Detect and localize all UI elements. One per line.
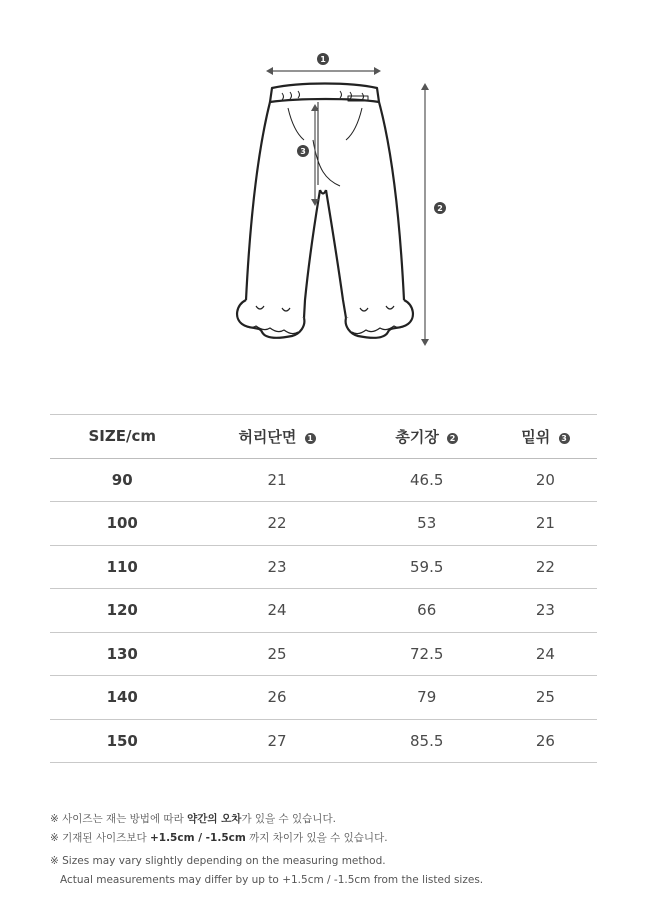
length-cell: 46.5 xyxy=(360,458,494,502)
note-en-1: ※ Sizes may vary slightly depending on the measuring method. xyxy=(50,855,386,867)
size-cell: 150 xyxy=(50,719,194,763)
marker-3-icon: 3 xyxy=(559,433,570,444)
size-table xyxy=(50,414,597,763)
table-row xyxy=(50,502,597,546)
size-notes xyxy=(50,810,630,890)
header-length: 총기장 2 xyxy=(360,415,494,459)
size-cell: 90 xyxy=(50,458,194,502)
marker-1-icon: 1 xyxy=(305,433,316,444)
header-waist: 허리단면 1 xyxy=(194,415,359,459)
waist-cell: 26 xyxy=(194,676,359,720)
table-row xyxy=(50,676,597,720)
length-measure-arrow xyxy=(421,83,446,346)
note-kr-2: ※ 기재된 사이즈보다 +1.5cm / -1.5cm 까지 차이가 있을 수 있습니다. xyxy=(50,832,388,844)
size-cell: 110 xyxy=(50,545,194,589)
table-row xyxy=(50,719,597,763)
waist-cell: 24 xyxy=(194,589,359,633)
table-row xyxy=(50,545,597,589)
pants-outline xyxy=(237,84,413,338)
table-row xyxy=(50,589,597,633)
table-header-row xyxy=(50,415,597,459)
length-cell: 72.5 xyxy=(360,632,494,676)
length-cell: 66 xyxy=(360,589,494,633)
svg-text:3: 3 xyxy=(300,147,306,156)
size-cell: 130 xyxy=(50,632,194,676)
waist-cell: 21 xyxy=(194,458,359,502)
rise-cell: 23 xyxy=(494,589,597,633)
length-cell: 85.5 xyxy=(360,719,494,763)
waist-cell: 25 xyxy=(194,632,359,676)
rise-cell: 22 xyxy=(494,545,597,589)
rise-cell: 20 xyxy=(494,458,597,502)
note-kr-1: ※ 사이즈는 재는 방법에 따라 약간의 오차가 있을 수 있습니다. xyxy=(50,813,336,825)
waist-cell: 23 xyxy=(194,545,359,589)
rise-cell: 24 xyxy=(494,632,597,676)
table-row xyxy=(50,458,597,502)
svg-text:1: 1 xyxy=(320,55,326,64)
rise-cell: 25 xyxy=(494,676,597,720)
rise-cell: 21 xyxy=(494,502,597,546)
table-row xyxy=(50,632,597,676)
header-size: SIZE/cm xyxy=(50,415,194,459)
waist-measure-arrow xyxy=(266,53,381,75)
size-cell: 120 xyxy=(50,589,194,633)
waist-cell: 22 xyxy=(194,502,359,546)
length-cell: 53 xyxy=(360,502,494,546)
header-rise: 밑위 3 xyxy=(494,415,597,459)
marker-2-icon: 2 xyxy=(447,433,458,444)
waist-cell: 27 xyxy=(194,719,359,763)
note-en-2: Actual measurements may differ by up to +1.5cm / -1.5cm from the listed sizes. xyxy=(60,874,484,886)
svg-text:2: 2 xyxy=(437,204,443,213)
rise-cell: 26 xyxy=(494,719,597,763)
size-cell: 140 xyxy=(50,676,194,720)
pants-illustration xyxy=(0,0,662,370)
size-cell: 100 xyxy=(50,502,194,546)
length-cell: 59.5 xyxy=(360,545,494,589)
length-cell: 79 xyxy=(360,676,494,720)
